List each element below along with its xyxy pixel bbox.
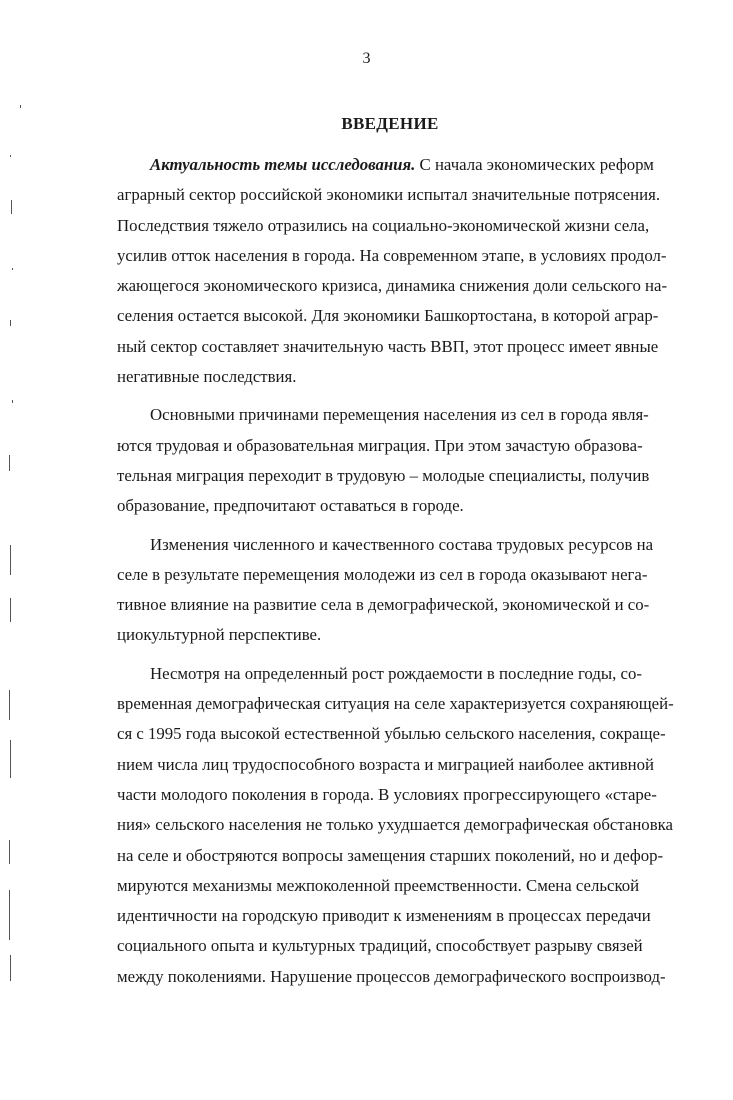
paragraph-3 — [117, 530, 654, 651]
paragraph-line: ния» сельского населения не только ухудшается демографическая обстановка — [117, 815, 673, 835]
paragraph-line: между поколениями. Нарушение процессов демографического воспроизвод- — [117, 966, 666, 986]
paragraph-line: жающегося экономического кризиса, динамика снижения доли сельского на- — [117, 276, 668, 296]
paragraph-line: на селе и обостряются вопросы замещения старших поколений, но и дефор- — [117, 845, 664, 865]
paragraph-line: части молодого поколения в города. В условиях прогрессирующего «старе- — [117, 784, 657, 804]
paragraph-line: ся с 1995 года высокой естественной убылью сельского населения, сокраще- — [117, 724, 666, 744]
paragraph-line: Изменения численного и качественного состава трудовых ресурсов на — [150, 534, 654, 554]
body-text — [117, 150, 674, 992]
paragraph-line: аграрный сектор российской экономики испытал значительные потрясения. — [117, 185, 661, 205]
paragraph-line: негативные последствия. — [117, 367, 297, 387]
paragraph-4 — [117, 659, 674, 992]
paragraph-line: Несмотря на определенный рост рождаемости в последние годы, со- — [150, 663, 642, 683]
section-title: ВВЕДЕНИЕ — [341, 114, 439, 133]
paragraph-1 — [117, 150, 668, 392]
paragraph-line: социального опыта и культурных традиций, способствует разрыву связей — [117, 936, 643, 956]
paragraph-2 — [117, 400, 650, 521]
paragraph-line: усилив отток населения в города. На современном этапе, в условиях продол- — [117, 245, 667, 265]
paragraph-line-text: С начала экономических реформ — [415, 155, 654, 174]
paragraph-line: циокультурной перспективе. — [117, 625, 322, 645]
paragraph-line: Основными причинами перемещения населения из сел в города явля- — [150, 405, 649, 425]
paragraph-line: временная демографическая ситуация на селе характеризуется сохраняющей- — [117, 694, 674, 714]
paragraph-line: ются трудовая и образовательная миграция. При этом зачастую образова- — [117, 435, 643, 455]
paragraph-line: идентичности на городскую приводит к изменениям в процессах передачи — [117, 906, 651, 926]
scan-margin-marks — [0, 0, 30, 1100]
paragraph-line: Последствия тяжело отразились на социально-экономической жизни села, — [117, 215, 650, 235]
paragraph-line: тивное влияние на развитие села в демографической, экономической и со- — [117, 595, 650, 615]
paragraph-line: селе в результате перемещения молодежи из сел в города оказывают нега- — [117, 564, 648, 584]
paragraph-line: мируются механизмы межпоколенной преемственности. Смена сельской — [117, 875, 640, 895]
paragraph-line — [117, 150, 654, 180]
paragraph-line: образование, предпочитают оставаться в городе. — [117, 496, 464, 516]
paragraph-lead: Актуальность темы исследования. — [150, 155, 416, 174]
paragraph-line: ный сектор составляет значительную часть ВВП, этот процесс имеет явные — [117, 336, 659, 356]
page-number: 3 — [362, 50, 371, 67]
paragraph-line: селения остается высокой. Для экономики Башкортостана, в которой аграр- — [117, 306, 659, 326]
paragraph-line: тельная миграция переходит в трудовую – молодые специалисты, получив — [117, 465, 650, 485]
paragraph-line: нием числа лиц трудоспособного возраста и миграцией наиболее активной — [117, 754, 654, 774]
